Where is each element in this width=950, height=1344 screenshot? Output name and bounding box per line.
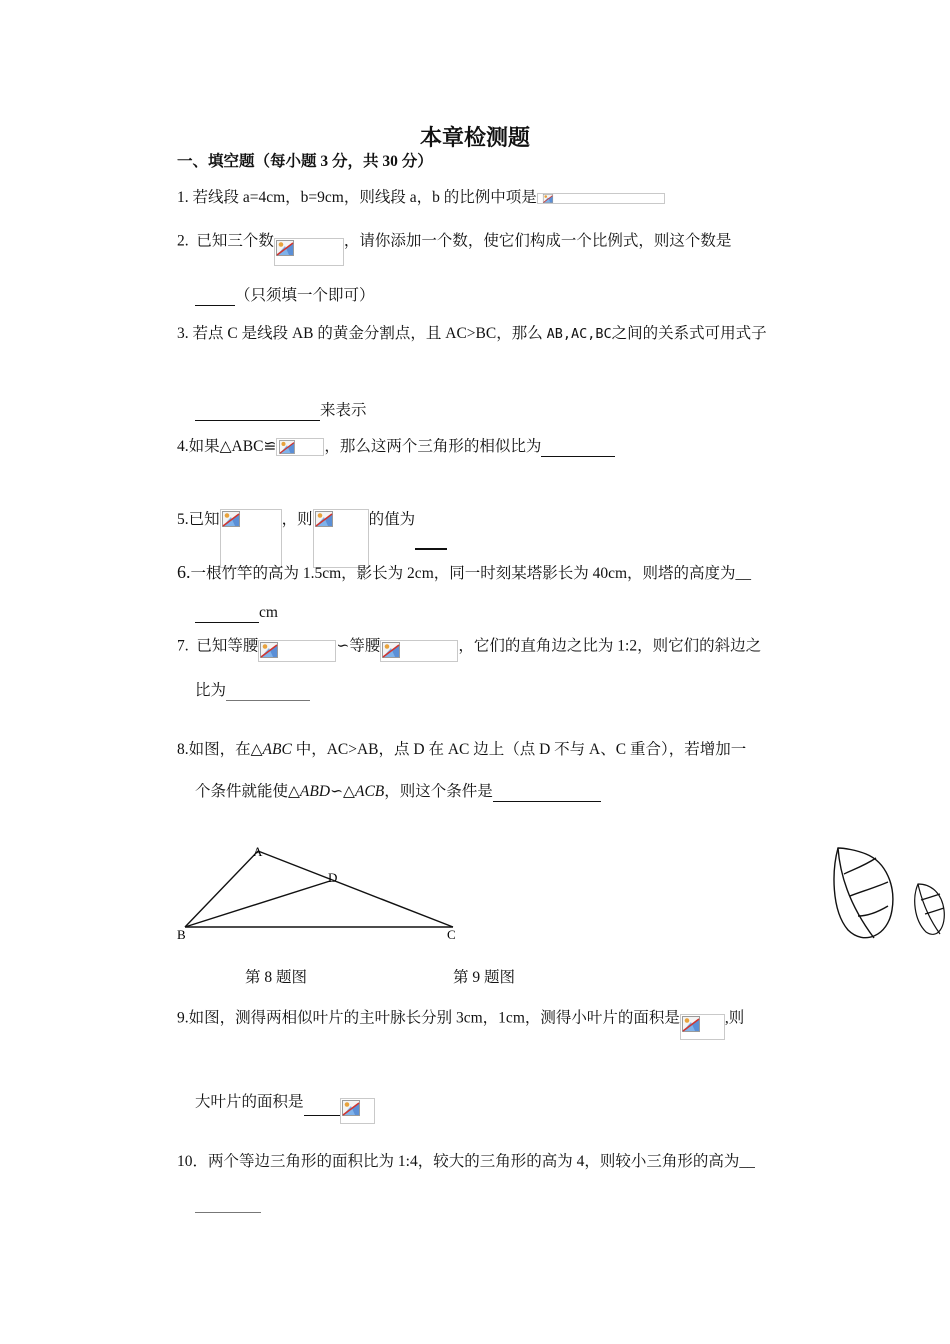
question-text: 来表示 — [320, 402, 367, 419]
question-9 — [177, 1006, 744, 1032]
formula-image — [274, 238, 344, 266]
formula-image — [380, 640, 458, 662]
question-text-italic: ABD — [299, 783, 331, 800]
broken-image-icon — [278, 440, 296, 454]
question-6 — [177, 562, 751, 584]
question-8 — [177, 740, 746, 760]
broken-image-icon — [276, 240, 294, 256]
question-number: 4. — [177, 438, 189, 455]
question-text: 一根竹竿的高为 1.5cm，影长为 2cm，同一时刻某塔影长为 40cm，则塔的高度为__ — [190, 565, 752, 582]
section-heading: 一、填空题（每小题 3 分，共 30 分） — [177, 153, 433, 170]
answer-blank[interactable] — [493, 800, 601, 802]
formula-image — [220, 509, 282, 568]
question-text-italic: ABC — [262, 741, 292, 758]
question-text: 已知等腰 — [196, 637, 259, 655]
broken-image-icon — [682, 1016, 700, 1032]
question-5 — [177, 491, 447, 550]
question-text: 已知 — [188, 511, 220, 529]
broken-image-icon — [539, 194, 557, 203]
question-8-line2 — [195, 782, 601, 802]
question-text: 比为 — [195, 682, 227, 699]
question-number: 10． — [177, 1153, 209, 1170]
question-2-line2 — [195, 286, 375, 306]
formula-image — [537, 193, 665, 204]
question-text: 的值为 — [368, 511, 416, 529]
question-text: 若点 C 是线段 AB 的黄金分割点，且 AC>BC，那么 — [192, 325, 547, 342]
question-7 — [177, 636, 761, 658]
question-text: ∽等腰 — [336, 637, 381, 655]
question-number: 5. — [177, 511, 189, 529]
question-number: 1. — [177, 189, 189, 206]
answer-blank[interactable] — [541, 455, 615, 457]
answer-blank[interactable] — [195, 304, 235, 306]
broken-image-icon — [342, 1100, 360, 1116]
question-3 — [177, 324, 767, 344]
answer-blank[interactable] — [415, 547, 447, 550]
question-9-line2 — [195, 1090, 375, 1116]
broken-image-icon — [382, 642, 400, 658]
point-label-c: C — [447, 927, 456, 942]
question-text: ∽△ — [330, 783, 355, 800]
leaves-figure — [826, 840, 950, 944]
question-text-italic: ACB — [354, 783, 385, 800]
segment-ac — [258, 851, 453, 927]
question-text: ，那么这两个三角形的相似比为 — [324, 438, 542, 455]
question-text: 若线段 a=4cm，b=9cm，则线段 a，b 的比例中项是 — [192, 189, 537, 206]
question-number: 3. — [177, 325, 189, 342]
triangle-figure — [170, 838, 470, 946]
formula-image — [340, 1098, 375, 1124]
answer-blank[interactable] — [226, 699, 310, 701]
formula-image — [313, 509, 369, 568]
formula-image — [680, 1014, 725, 1040]
question-text: ，则这个条件是 — [384, 783, 493, 800]
question-3-line2 — [195, 401, 367, 421]
question-text: 之间的关系式可用式子 — [611, 325, 767, 342]
question-1 — [177, 188, 665, 208]
question-number: 8. — [177, 741, 189, 758]
question-text: 大叶片的面积是 — [195, 1093, 304, 1111]
question-7-line2 — [195, 681, 310, 701]
answer-blank[interactable] — [195, 621, 259, 623]
small-leaf — [915, 884, 945, 934]
answer-blank[interactable] — [195, 419, 320, 421]
question-10-line2 — [195, 1193, 261, 1213]
broken-image-icon — [260, 642, 278, 658]
question-text: 如果△ABC≌ — [188, 438, 277, 455]
figure-8-caption: 第 8 题图 — [245, 969, 308, 986]
broken-image-icon — [222, 511, 240, 527]
question-text: 中，AC>AB，点 D 在 AC 边上（点 D 不与 A、C 重合），若增加一 — [291, 741, 747, 758]
question-2 — [177, 228, 731, 256]
question-number: 7. — [177, 637, 189, 655]
question-10 — [177, 1152, 755, 1172]
point-label-d: D — [328, 870, 338, 885]
question-text: ，它们的直角边之比为 1:2，则它们的斜边之 — [458, 637, 762, 655]
question-text: 已知三个数 — [196, 232, 274, 250]
figure-9-caption: 第 9 题图 — [453, 969, 516, 986]
broken-image-icon — [315, 511, 333, 527]
answer-blank[interactable] — [195, 1211, 261, 1213]
page-title: 本章检测题 — [419, 125, 530, 150]
large-leaf — [834, 848, 893, 938]
question-6-line2 — [195, 603, 278, 623]
formula-image — [258, 640, 336, 662]
formula-image — [276, 438, 324, 456]
question-text: 如图，在△ — [188, 741, 263, 758]
question-text: ,则 — [724, 1009, 745, 1027]
point-label-a: A — [253, 844, 263, 859]
question-number: 6. — [177, 562, 191, 582]
question-text: 两个等边三角形的面积比为 1:4，较大的三角形的高为 4，则较小三角形的高为__ — [208, 1153, 755, 1170]
question-text: ，则 — [281, 511, 313, 529]
point-label-b: B — [177, 927, 186, 942]
question-number: 9. — [177, 1009, 189, 1027]
answer-blank[interactable] — [304, 1114, 340, 1116]
question-text: 个条件就能使△ — [195, 783, 300, 800]
question-number: 2. — [177, 232, 189, 250]
question-text: 如图，测得两相似叶片的主叶脉长分别 3cm，1cm，测得小叶片的面积是 — [188, 1009, 680, 1027]
question-text: ，请你添加一个数，使它们构成一个比例式，则这个数是 — [343, 232, 732, 250]
question-hint: （只须填一个即可） — [235, 287, 375, 304]
question-4 — [177, 437, 615, 457]
question-text-mono: AB,AC,BC — [546, 326, 612, 342]
question-text: cm — [259, 604, 278, 621]
